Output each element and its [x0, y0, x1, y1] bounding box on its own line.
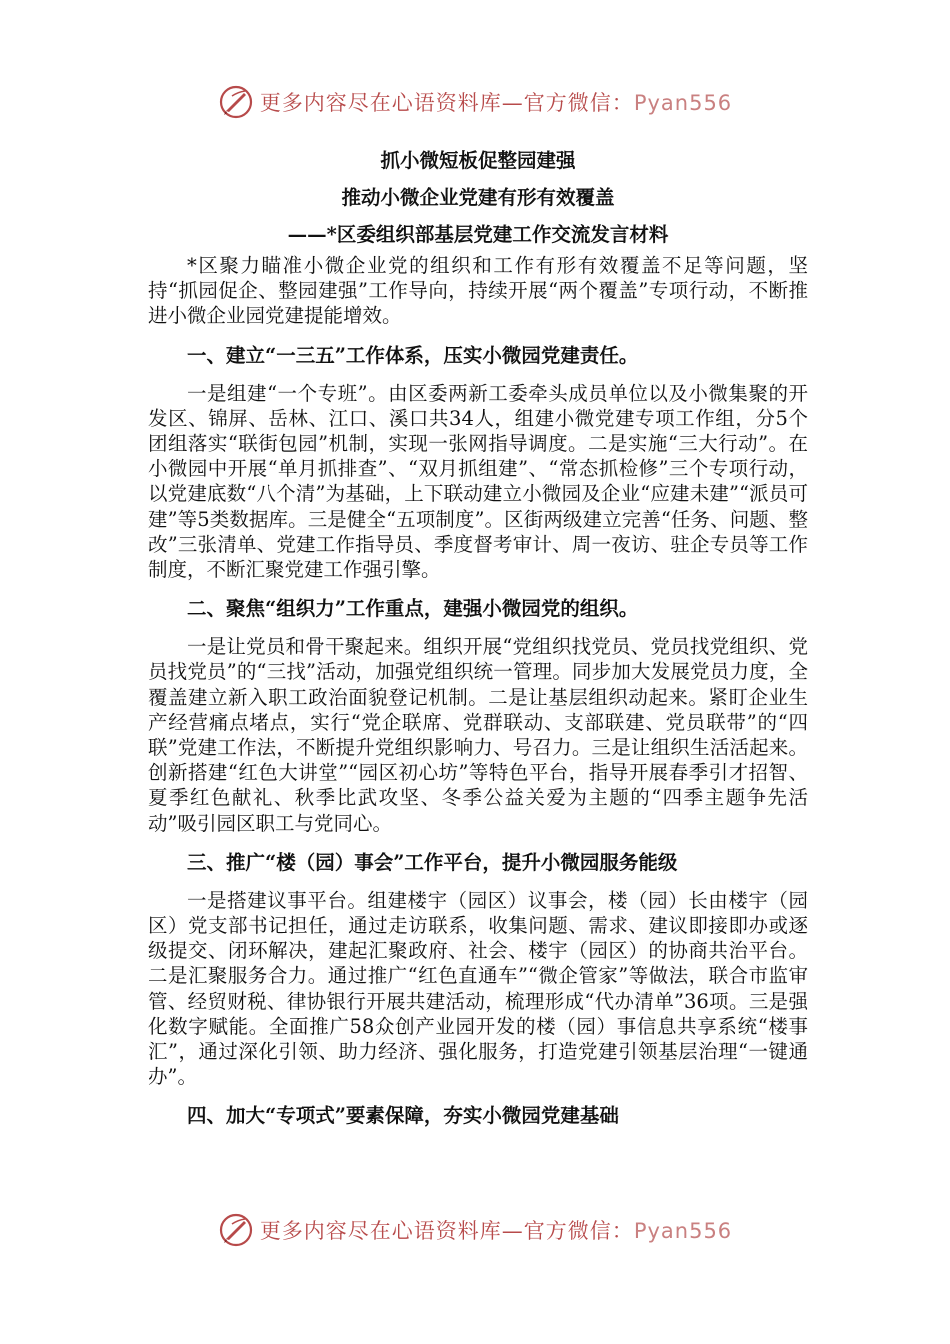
doc-subtitle: 推动小微企业党建有形有效覆盖	[341, 186, 615, 209]
section-body-2: 一是让党员和骨干聚起来。组织开展“党组织找党员、党员找党组织、党员找党员”的“三找”活动，加强党组织统一管理。同步加大发展党员力度，全覆盖建立新入职工政治面貌登记机制。二是让基层组织动起来。紧盯企业生产经营痛点堵点，实行“党企联席、党群联动、支部联建、党员联带”的“四联”党建工作法，不断提升党组织影响力、号召力。三是让组织生活活起来。创新搭建“红色大讲堂”“园区初心坊”等特色平台，指导开展春季引才招智、夏季红色献礼、秋季比武攻坚、冬季公益关爱为主题的“四季主题争先活动”吸引园区职工与党同心。	[148, 635, 808, 835]
banner-text: 更多内容尽在心语资料库—官方微信：Pyan556	[259, 1219, 733, 1243]
section-body-1: 一是组建“一个专班”。由区委两新工委牵头成员单位以及小微集聚的开发区、锦屏、岳林、江口、溪口共34人，组建小微党建专项工作组，分5个团组落实“联街包园”机制，实现一张网指导调度。二是实施“三大行动”。在小微园中开展“单月抓排查”、“双月抓组建”、“常态抓检修”三个专项行动，以党建底数“八个清”为基础，上下联动建立小微园及企业“应建未建”“派员可建”等5类数据库。三是健全“五项制度”。区街两级建立完善“任务、问题、整改”三张清单、党建工作指导员、季度督考审计、周一夜访、驻企专员等工作制度，不断汇聚党建工作强引擎。	[148, 381, 808, 582]
quill-pen-logo-icon	[218, 1212, 254, 1248]
section-heading-3: 三、推广“楼（园）事会”工作平台，提升小微园服务能级	[187, 850, 678, 874]
banner-text: 更多内容尽在心语资料库—官方微信：Pyan556	[259, 91, 733, 115]
header-banner	[0, 82, 950, 122]
section-heading-1: 一、建立“一三五”工作体系，压实小微园党建责任。	[187, 343, 639, 367]
wechat-id: Pyan556	[633, 1219, 733, 1243]
section-heading-2: 二、聚焦“组织力”工作重点，建强小微园党的组织。	[187, 597, 639, 621]
footer-banner	[0, 1210, 950, 1250]
quill-pen-logo-icon	[218, 84, 254, 120]
section-body-3: 一是搭建议事平台。组建楼宇（园区）议事会，楼（园）长由楼宇（园区）党支部书记担任，通过走访联系，收集问题、需求、建议即接即办或逐级提交、闭环解决，建起汇聚政府、社会、楼宇（园区）的协商共治平台。二是汇聚服务合力。通过推广“红色直通车”“微企管家”等做法，联合市监审管、经贸财税、律协银行开展共建活动，梳理形成“代办清单”36项。三是强化数字赋能。全面推广58众创产业园开发的楼（园）事信息共享系统“楼事汇”，通过深化引领、助力经济、强化服务，打造党建引领基层治理“一键通办”。	[148, 888, 808, 1089]
intro-paragraph: *区聚力瞄准小微企业党的组织和工作有形有效覆盖不足等问题，坚持“抓园促企、整园建强”工作导向，持续开展“两个覆盖”专项行动，不断推进小微企业园党建提能增效。	[148, 254, 808, 328]
wechat-id: Pyan556	[633, 91, 733, 115]
doc-byline: ——*区委组织部基层党建工作交流发言材料	[287, 223, 669, 246]
document-body	[148, 140, 808, 1141]
doc-title: 抓小微短板促整园建强	[380, 149, 576, 172]
section-heading-4: 四、加大“专项式”要素保障，夯实小微园党建基础	[187, 1104, 619, 1128]
